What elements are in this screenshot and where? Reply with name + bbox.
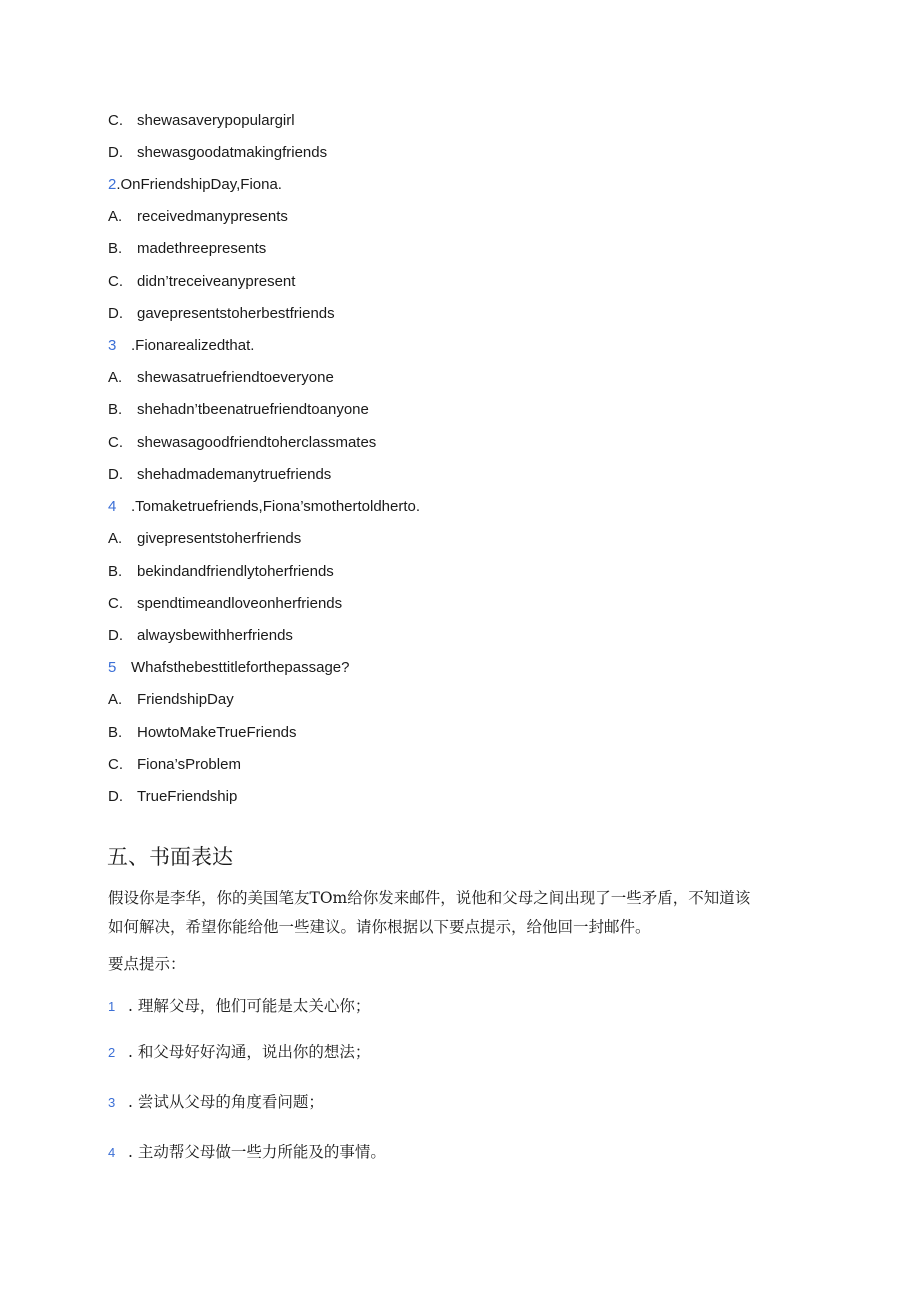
option-text: shehadmademanytruefriends	[137, 466, 332, 483]
question-text: .Fionarealizedthat.	[131, 337, 255, 354]
question-text: .OnFriendshipDay,Fiona.	[116, 176, 282, 193]
tip-text: . 尝试从父母的角度看问题；	[128, 1093, 324, 1111]
q3-option-b	[108, 400, 369, 420]
tip-number: 1	[108, 999, 116, 1014]
q2-option-b	[108, 239, 266, 259]
option-letter: A.	[108, 691, 123, 708]
option-letter: B.	[108, 240, 123, 257]
tip-item-3	[108, 1091, 324, 1114]
prompt-line-1: 假设你是李华，你的美国笔友TOm给你发来邮件，说他和父母之间出现了一些矛盾，不知道该	[108, 889, 751, 907]
option-letter: B.	[108, 724, 123, 741]
option-letter: C.	[108, 595, 123, 612]
section-title: 五、书面表达	[107, 845, 233, 869]
option-letter: C.	[108, 273, 123, 290]
q2-option-a	[108, 207, 288, 227]
option-text: receivedmanypresents	[137, 208, 288, 225]
option-text: alwaysbewithherfriends	[137, 627, 293, 644]
tip-item-2	[108, 1041, 370, 1064]
q5-option-b	[108, 723, 297, 743]
q1-option-c	[108, 111, 295, 131]
q2-stem	[108, 175, 282, 195]
option-text: shehadn’tbeenatruefriendtoanyone	[137, 401, 369, 418]
tip-text: . 主动帮父母做一些力所能及的事情。	[128, 1143, 386, 1161]
option-text: spendtimeandloveonherfriends	[137, 595, 343, 612]
question-number: 2	[108, 176, 117, 193]
q1-option-d	[108, 143, 327, 163]
option-text: gavepresentstoherbestfriends	[137, 305, 335, 322]
q4-stem	[108, 497, 420, 517]
tip-number: 3	[108, 1095, 116, 1110]
option-text: bekindandfriendlytoherfriends	[137, 563, 334, 580]
option-text: shewasgoodatmakingfriends	[137, 144, 328, 161]
q4-option-d	[108, 626, 293, 646]
option-letter: D.	[108, 466, 123, 483]
question-number: 3	[108, 337, 117, 354]
prompt-line-2: 如何解决，希望你能给他一些建议。请你根据以下要点提示，给他回一封邮件。	[108, 918, 651, 936]
option-letter: A.	[108, 208, 123, 225]
option-letter: B.	[108, 401, 123, 418]
option-letter: A.	[108, 369, 123, 386]
option-text: madethreepresents	[137, 240, 267, 257]
tip-number: 4	[108, 1145, 116, 1160]
q3-option-c	[108, 433, 376, 453]
q4-option-b	[108, 562, 334, 582]
option-text: shewasagoodfriendtoherclassmates	[137, 434, 377, 451]
option-text: TrueFriendship	[137, 788, 238, 805]
option-letter: D.	[108, 305, 123, 322]
tip-item-4	[108, 1141, 386, 1164]
tips-label: 要点提示：	[108, 955, 186, 973]
q3-stem	[108, 336, 254, 356]
option-text: shewasaverypopulargirl	[137, 112, 295, 129]
q5-option-d	[108, 787, 237, 807]
tip-item-1	[108, 995, 370, 1018]
tip-text: . 理解父母，他们可能是太关心你；	[128, 997, 371, 1015]
q4-option-c	[108, 594, 342, 614]
option-letter: D.	[108, 144, 123, 161]
option-text: didn’treceiveanypresent	[137, 273, 296, 290]
q2-option-c	[108, 272, 295, 292]
option-letter: D.	[108, 788, 123, 805]
option-text: HowtoMakeTrueFriends	[137, 724, 297, 741]
option-letter: B.	[108, 563, 123, 580]
option-letter: D.	[108, 627, 123, 644]
q5-option-c	[108, 755, 241, 775]
question-number: 4	[108, 498, 117, 515]
q5-stem	[108, 658, 349, 678]
question-number: 5	[108, 659, 117, 676]
q4-option-a	[108, 529, 301, 549]
q3-option-a	[108, 368, 334, 388]
option-text: Fiona’sProblem	[137, 756, 241, 773]
option-text: givepresentstoherfriends	[137, 530, 302, 547]
tip-text: . 和父母好好沟通，说出你的想法；	[128, 1043, 371, 1061]
question-text: Whafsthebesttitleforthepassage?	[131, 659, 350, 676]
option-letter: A.	[108, 530, 123, 547]
q5-option-a	[108, 690, 234, 710]
option-letter: C.	[108, 434, 123, 451]
q2-option-d	[108, 304, 335, 324]
question-text: .Tomaketruefriends,Fiona’smothertoldherto.	[131, 498, 421, 515]
tip-number: 2	[108, 1045, 116, 1060]
option-letter: C.	[108, 112, 123, 129]
option-text: shewasatruefriendtoeveryone	[137, 369, 334, 386]
q3-option-d	[108, 465, 331, 485]
option-letter: C.	[108, 756, 123, 773]
option-text: FriendshipDay	[137, 691, 234, 708]
